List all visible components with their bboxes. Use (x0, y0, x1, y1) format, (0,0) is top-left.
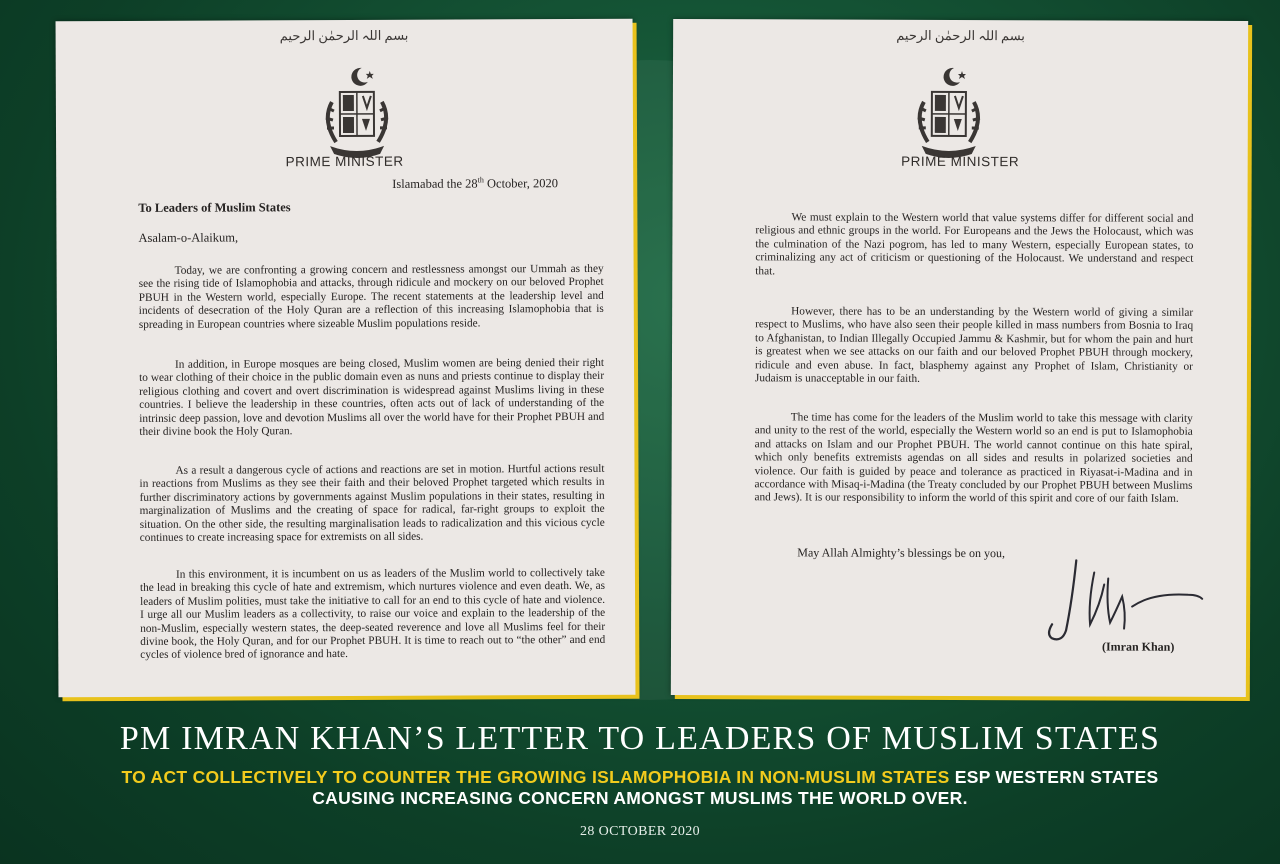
greeting: Asalam-o-Alaikum, (138, 230, 239, 245)
headline: PM IMRAN KHAN’S LETTER TO LEADERS OF MUSLIM STATES (119, 720, 1161, 757)
prime-minister-heading: PRIME MINISTER (901, 153, 1020, 170)
letter-paragraph: In addition, in Europe mosques are being closed, Muslim women are being denied their right to wear clothing of their choice in the public domain even as nuns and priests continue to display their religious clothing and covert and overt discrimination is widespread against Muslims living in these countries. I believe the leadership in these countries, often acts out of lack of understanding of the intrinsic deep passion, love and devotion Muslims all over the world have for their Prophet PBUH and their divine book the Holy Quran. (139, 356, 605, 438)
letter-paragraph: We must explain to the Western world that value systems differ for different social and religious and ethnic groups in the world. For Europeans and the Jews the Holocaust, which was the culmination of the Nazi pogrom, has led to many Western, especially European states, to criminalizing any act of criticism or questioning of the Holocaust. We understand and respect that. (755, 211, 1194, 277)
letter-page-2 (671, 19, 1248, 697)
state-emblem-icon (910, 64, 988, 164)
letter-closing: May Allah Almighty’s blessings be on you, (797, 545, 1006, 561)
subheadline-rest: ESP WESTERN STATES CAUSING INCREASING CONCERN AMONGST MUSLIMS THE WORLD OVER. (312, 767, 1159, 808)
state-emblem-icon (318, 64, 396, 164)
letter-date: Islamabad the 28th October, 2020 (392, 175, 559, 191)
subheadline (90, 767, 1190, 809)
bismillah-calligraphy: بسم اللہ الرحمٰن الرحیم (896, 27, 1025, 44)
footer-date: 28 OCTOBER 2020 (579, 824, 701, 839)
bismillah-calligraphy: بسم اللہ الرحمٰن الرحیم (279, 27, 409, 44)
letter-paragraph: Today, we are confronting a growing concern and restlessness amongst our Ummah as they see the rising tide of Islamophobia and attacks, through ridicule and mockery on our beloved Prophet PBUH in the Western world, especially Europe. The recent statements at the leadership level and incidents of desecration of the Holy Quran are a reflection of this increasing Islamophobia that is spreading in European countries where sizeable Muslim populations reside. (138, 262, 604, 331)
letter-paragraph: The time has come for the leaders of the Muslim world to take this message with clarity and unity to the rest of the world, especially the Western world so an end is put to Islamophobia and attacks on Islam and our Prophet PBUH. The world cannot continue on this hate spiral, which only benefits extremists agendas on all sides and results in polarized societies and violence. Our faith is guided by peace and tolerance as practiced in Riyasat-i-Madina and in accordance with Misaq-i-Madina (the Treaty concluded by our Prophet PBUH between Muslims and Jews). It is our responsibility to inform the world of this spirit and core of our faith Islam. (754, 411, 1193, 506)
subheadline-highlight: TO ACT COLLECTIVELY TO COUNTER THE GROWING ISLAMOPHOBIA IN NON-MUSLIM STATES (121, 767, 950, 787)
letter-paragraph: In this environment, it is incumbent on us as leaders of the Muslim world to collectively take the lead in breaking this cycle of hate and extremism, which nurtures violence and even death. We, as leaders of Muslim polities, must take the initiative to call for an end to this cycle of hate and violence. I urge all our Muslim leaders as a collectivity, to raise our voice and explain to the leadership of the non-Muslim, especially western states, the deep-seated reverence and love all Muslims feel for their divine book, the Holy Quran, and for our Prophet PBUH. It is time to reach out to “the other” and end cycles of violence bred of ignorance and hate. (139, 566, 606, 662)
letter-paragraph: However, there has to be an understanding by the Western world of giving a similar respect to Muslims, who have also seen their people killed in mass numbers from Bosnia to Iraq to Afghanistan, to Indian Illegally Occupied Jammu & Kashmir, but for whom the pain and hurt is greatest when we see attacks on our faith and our beloved Prophet PBUH through mockery, ridicule and even abuse. In fact, blasphemy against any Prophet of Islam, Christianity or Judaism is unacceptable in our faith. (754, 305, 1194, 385)
letter-page-1 (56, 19, 636, 698)
signatory-name: (Imran Khan) (1101, 639, 1175, 654)
signature-icon (1036, 558, 1206, 649)
prime-minister-heading: PRIME MINISTER (285, 153, 404, 170)
letter-paragraph: As a result a dangerous cycle of actions and reactions are set in motion. Hurtful actions result in reactions from Muslims as they see their faith and their beloved Prophet targeted which results in further discriminatory actions by governments against Muslim populations in their states, resulting in marginalization of Muslims and the creating of space for radical, far-right groups to exploit the situation. On the other side, the resulting marginalisation leads to radicalization and this vicious cycle continues to create increasing space for extremists on all sides. (139, 462, 605, 544)
recipient-line: To Leaders of Muslim States (138, 200, 291, 215)
